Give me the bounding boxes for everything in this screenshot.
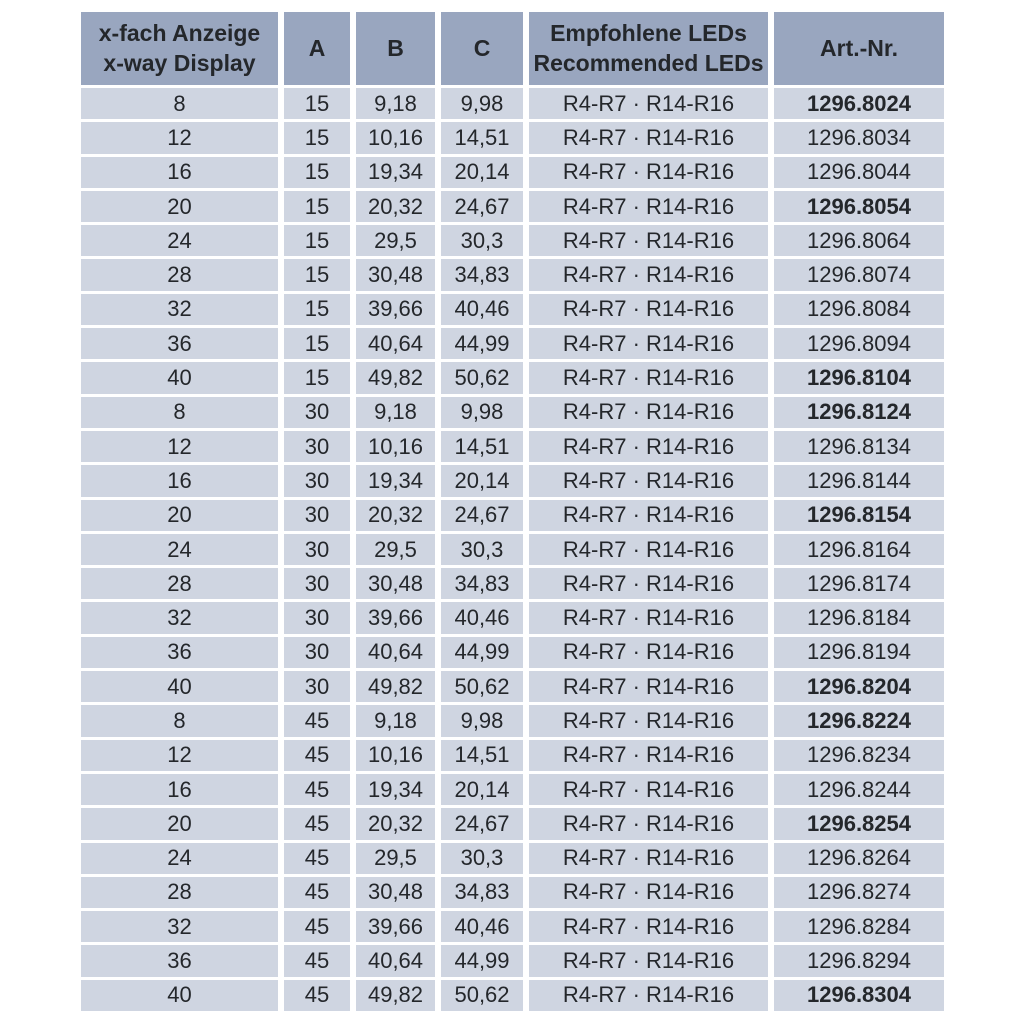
cell-a: 30 [284,431,350,462]
cell-x-way: 20 [81,191,278,222]
cell-art-nr: 1296.8244 [774,774,944,805]
cell-x-way: 28 [81,568,278,599]
cell-c: 50,62 [441,362,523,393]
cell-art-nr: 1296.8294 [774,945,944,976]
cell-a: 30 [284,671,350,702]
cell-x-way: 16 [81,157,278,188]
cell-x-way: 12 [81,122,278,153]
cell-recommended-leds: R4-R7 · R14-R16 [529,259,768,290]
cell-a: 30 [284,465,350,496]
table-row [81,911,944,942]
cell-x-way: 24 [81,225,278,256]
header-line-en: x-way Display [103,49,256,76]
cell-c: 24,67 [441,500,523,531]
cell-art-nr: 1296.8064 [774,225,944,256]
cell-recommended-leds: R4-R7 · R14-R16 [529,843,768,874]
cell-c: 44,99 [441,637,523,668]
cell-c: 30,3 [441,534,523,565]
cell-b: 30,48 [356,568,435,599]
cell-x-way: 32 [81,602,278,633]
table-row [81,397,944,428]
cell-a: 30 [284,500,350,531]
cell-a: 30 [284,602,350,633]
cell-a: 15 [284,259,350,290]
cell-b: 29,5 [356,225,435,256]
cell-art-nr: 1296.8144 [774,465,944,496]
cell-c: 34,83 [441,259,523,290]
table-body [81,88,944,1011]
header-cell-x-way-display [81,12,278,85]
cell-x-way: 8 [81,88,278,119]
cell-c: 14,51 [441,122,523,153]
cell-a: 45 [284,843,350,874]
table-row [81,945,944,976]
header-cell-c: C [441,12,523,85]
cell-x-way: 24 [81,534,278,565]
cell-c: 44,99 [441,945,523,976]
cell-recommended-leds: R4-R7 · R14-R16 [529,534,768,565]
cell-b: 39,66 [356,602,435,633]
cell-x-way: 12 [81,431,278,462]
cell-art-nr: 1296.8184 [774,602,944,633]
cell-a: 45 [284,774,350,805]
cell-a: 15 [284,225,350,256]
cell-b: 39,66 [356,911,435,942]
cell-art-nr: 1296.8224 [774,705,944,736]
cell-a: 15 [284,88,350,119]
table-row [81,157,944,188]
cell-c: 40,46 [441,602,523,633]
cell-b: 19,34 [356,465,435,496]
header-line-en: Recommended LEDs [533,49,764,76]
cell-b: 39,66 [356,294,435,325]
cell-c: 34,83 [441,568,523,599]
cell-a: 45 [284,705,350,736]
header-cell-b: B [356,12,435,85]
cell-x-way: 20 [81,808,278,839]
cell-a: 15 [284,157,350,188]
cell-recommended-leds: R4-R7 · R14-R16 [529,294,768,325]
cell-c: 24,67 [441,191,523,222]
cell-a: 45 [284,740,350,771]
cell-recommended-leds: R4-R7 · R14-R16 [529,157,768,188]
cell-c: 44,99 [441,328,523,359]
cell-recommended-leds: R4-R7 · R14-R16 [529,191,768,222]
cell-art-nr: 1296.8174 [774,568,944,599]
table-row [81,328,944,359]
cell-x-way: 28 [81,259,278,290]
cell-recommended-leds: R4-R7 · R14-R16 [529,500,768,531]
table-row [81,294,944,325]
cell-c: 30,3 [441,843,523,874]
table-row [81,568,944,599]
cell-x-way: 8 [81,705,278,736]
cell-a: 45 [284,808,350,839]
cell-b: 10,16 [356,740,435,771]
cell-c: 20,14 [441,774,523,805]
cell-x-way: 12 [81,740,278,771]
cell-c: 50,62 [441,980,523,1011]
cell-b: 49,82 [356,671,435,702]
table-row [81,740,944,771]
cell-art-nr: 1296.8274 [774,877,944,908]
cell-c: 34,83 [441,877,523,908]
cell-b: 19,34 [356,774,435,805]
cell-x-way: 40 [81,980,278,1011]
table-row [81,122,944,153]
cell-a: 30 [284,397,350,428]
table-row [81,431,944,462]
cell-b: 9,18 [356,397,435,428]
cell-art-nr: 1296.8094 [774,328,944,359]
cell-a: 15 [284,122,350,153]
cell-c: 50,62 [441,671,523,702]
header-cell-a: A [284,12,350,85]
cell-b: 29,5 [356,843,435,874]
table-row [81,671,944,702]
table-row [81,843,944,874]
cell-recommended-leds: R4-R7 · R14-R16 [529,328,768,359]
cell-recommended-leds: R4-R7 · R14-R16 [529,671,768,702]
cell-c: 40,46 [441,294,523,325]
cell-b: 29,5 [356,534,435,565]
cell-b: 20,32 [356,500,435,531]
cell-art-nr: 1296.8254 [774,808,944,839]
cell-c: 30,3 [441,225,523,256]
cell-x-way: 40 [81,362,278,393]
cell-a: 15 [284,191,350,222]
cell-recommended-leds: R4-R7 · R14-R16 [529,88,768,119]
cell-art-nr: 1296.8134 [774,431,944,462]
table-row [81,534,944,565]
cell-art-nr: 1296.8124 [774,397,944,428]
cell-art-nr: 1296.8054 [774,191,944,222]
table-row [81,259,944,290]
cell-x-way: 40 [81,671,278,702]
cell-x-way: 32 [81,294,278,325]
cell-art-nr: 1296.8044 [774,157,944,188]
cell-c: 9,98 [441,397,523,428]
cell-recommended-leds: R4-R7 · R14-R16 [529,465,768,496]
table-row [81,602,944,633]
cell-x-way: 8 [81,397,278,428]
header-line-de: Empfohlene LEDs [550,20,747,47]
cell-recommended-leds: R4-R7 · R14-R16 [529,740,768,771]
cell-art-nr: 1296.8164 [774,534,944,565]
cell-a: 15 [284,362,350,393]
cell-art-nr: 1296.8024 [774,88,944,119]
table-row [81,637,944,668]
cell-b: 20,32 [356,808,435,839]
cell-recommended-leds: R4-R7 · R14-R16 [529,774,768,805]
cell-c: 9,98 [441,88,523,119]
cell-art-nr: 1296.8234 [774,740,944,771]
header-cell-art-nr: Art.-Nr. [774,12,944,85]
cell-x-way: 36 [81,637,278,668]
cell-art-nr: 1296.8304 [774,980,944,1011]
cell-b: 10,16 [356,431,435,462]
cell-a: 30 [284,637,350,668]
table-row [81,500,944,531]
cell-x-way: 36 [81,945,278,976]
product-spec-table [81,12,944,1014]
cell-recommended-leds: R4-R7 · R14-R16 [529,362,768,393]
cell-b: 9,18 [356,88,435,119]
cell-art-nr: 1296.8284 [774,911,944,942]
cell-b: 30,48 [356,259,435,290]
cell-art-nr: 1296.8034 [774,122,944,153]
table-row [81,877,944,908]
table-row [81,88,944,119]
cell-b: 40,64 [356,328,435,359]
cell-c: 40,46 [441,911,523,942]
cell-recommended-leds: R4-R7 · R14-R16 [529,568,768,599]
cell-b: 10,16 [356,122,435,153]
cell-a: 45 [284,911,350,942]
cell-a: 45 [284,980,350,1011]
cell-recommended-leds: R4-R7 · R14-R16 [529,602,768,633]
cell-recommended-leds: R4-R7 · R14-R16 [529,808,768,839]
table-row [81,808,944,839]
cell-a: 30 [284,568,350,599]
header-line-de: x-fach Anzeige [98,20,261,47]
cell-x-way: 36 [81,328,278,359]
table-row [81,362,944,393]
cell-b: 49,82 [356,980,435,1011]
cell-b: 40,64 [356,945,435,976]
cell-x-way: 16 [81,774,278,805]
cell-x-way: 16 [81,465,278,496]
cell-c: 14,51 [441,740,523,771]
header-cell-recommended-leds [529,12,768,85]
cell-a: 15 [284,328,350,359]
cell-a: 30 [284,534,350,565]
cell-c: 9,98 [441,705,523,736]
cell-x-way: 32 [81,911,278,942]
cell-b: 9,18 [356,705,435,736]
cell-recommended-leds: R4-R7 · R14-R16 [529,225,768,256]
table-header-row [81,12,944,85]
table-row [81,191,944,222]
cell-recommended-leds: R4-R7 · R14-R16 [529,397,768,428]
cell-art-nr: 1296.8194 [774,637,944,668]
cell-x-way: 24 [81,843,278,874]
cell-a: 45 [284,877,350,908]
cell-b: 20,32 [356,191,435,222]
cell-a: 45 [284,945,350,976]
cell-b: 40,64 [356,637,435,668]
cell-recommended-leds: R4-R7 · R14-R16 [529,945,768,976]
cell-b: 30,48 [356,877,435,908]
cell-a: 15 [284,294,350,325]
cell-x-way: 28 [81,877,278,908]
cell-recommended-leds: R4-R7 · R14-R16 [529,911,768,942]
table-row [81,705,944,736]
cell-recommended-leds: R4-R7 · R14-R16 [529,705,768,736]
cell-art-nr: 1296.8264 [774,843,944,874]
cell-recommended-leds: R4-R7 · R14-R16 [529,122,768,153]
cell-recommended-leds: R4-R7 · R14-R16 [529,980,768,1011]
cell-art-nr: 1296.8154 [774,500,944,531]
table-row [81,225,944,256]
table-row [81,465,944,496]
cell-recommended-leds: R4-R7 · R14-R16 [529,877,768,908]
cell-c: 24,67 [441,808,523,839]
cell-recommended-leds: R4-R7 · R14-R16 [529,431,768,462]
cell-art-nr: 1296.8104 [774,362,944,393]
cell-art-nr: 1296.8074 [774,259,944,290]
table-row [81,980,944,1011]
cell-art-nr: 1296.8204 [774,671,944,702]
table-row [81,774,944,805]
cell-c: 20,14 [441,465,523,496]
cell-b: 19,34 [356,157,435,188]
cell-c: 20,14 [441,157,523,188]
cell-c: 14,51 [441,431,523,462]
cell-art-nr: 1296.8084 [774,294,944,325]
cell-x-way: 20 [81,500,278,531]
cell-recommended-leds: R4-R7 · R14-R16 [529,637,768,668]
cell-b: 49,82 [356,362,435,393]
